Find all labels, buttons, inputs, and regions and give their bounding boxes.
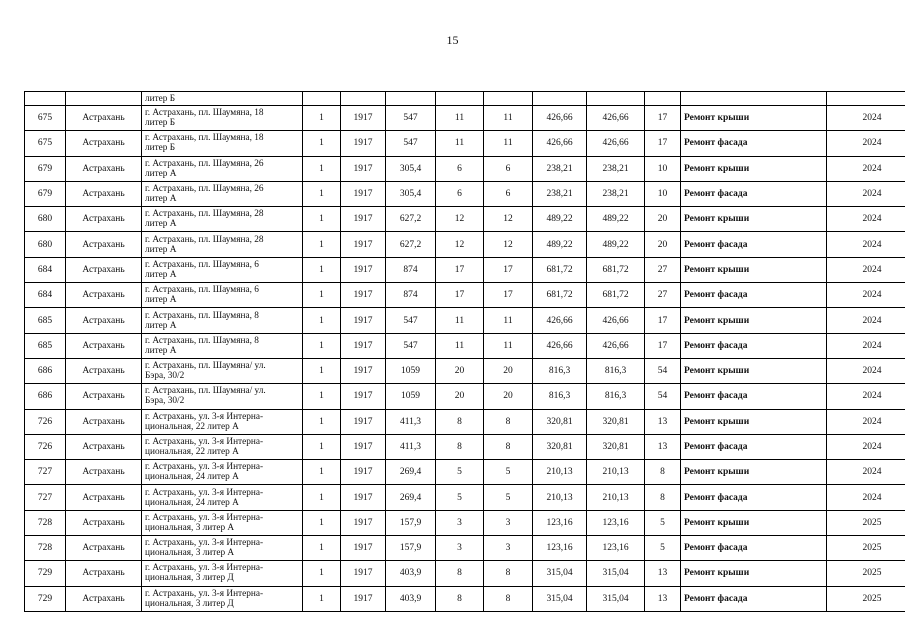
cell-city: Астрахань — [66, 131, 142, 156]
cell-n3: 17 — [645, 333, 681, 358]
table-row — [25, 460, 905, 485]
cell-v2: 315,04 — [587, 561, 645, 586]
cell-num: 685 — [25, 308, 66, 333]
table-row — [25, 434, 905, 459]
cell-empty — [587, 92, 645, 106]
cell-n2: 3 — [484, 536, 533, 561]
cell-n1: 17 — [436, 257, 484, 282]
cell-c1: 1 — [303, 308, 341, 333]
cell-city: Астрахань — [66, 561, 142, 586]
cell-n2: 17 — [484, 257, 533, 282]
cell-c1: 1 — [303, 257, 341, 282]
cell-address: г. Астрахань, пл. Шаумяна, 8 литер А — [142, 308, 303, 333]
cell-address: литер Б — [142, 92, 303, 106]
cell-address: г. Астрахань, пл. Шаумяна, 28 литер А — [142, 232, 303, 257]
cell-plan: 2024 — [827, 283, 905, 308]
cell-n2: 12 — [484, 207, 533, 232]
cell-c1: 1 — [303, 333, 341, 358]
cell-empty — [386, 92, 436, 106]
cell-year: 1917 — [341, 460, 386, 485]
cell-address: г. Астрахань, пл. Шаумяна, 18 литер Б — [142, 131, 303, 156]
cell-address: г. Астрахань, ул. 3-я Интерна- циональная, 22 литер А — [142, 409, 303, 434]
cell-num: 728 — [25, 536, 66, 561]
cell-work: Ремонт фасада — [681, 434, 827, 459]
cell-c1: 1 — [303, 409, 341, 434]
cell-c1: 1 — [303, 510, 341, 535]
cell-work: Ремонт фасада — [681, 131, 827, 156]
table-row-continuation — [25, 92, 905, 106]
cell-work: Ремонт фасада — [681, 536, 827, 561]
cell-c1: 1 — [303, 358, 341, 383]
cell-v2: 315,04 — [587, 586, 645, 611]
cell-c1: 1 — [303, 181, 341, 206]
cell-n3: 13 — [645, 586, 681, 611]
cell-num: 680 — [25, 207, 66, 232]
cell-n1: 11 — [436, 131, 484, 156]
cell-address: г. Астрахань, пл. Шаумяна/ ул. Бэра, 30/2 — [142, 384, 303, 409]
cell-area: 305,4 — [386, 156, 436, 181]
cell-work: Ремонт крыши — [681, 308, 827, 333]
cell-v1: 816,3 — [533, 358, 587, 383]
cell-year: 1917 — [341, 257, 386, 282]
cell-n1: 8 — [436, 409, 484, 434]
cell-work: Ремонт фасада — [681, 586, 827, 611]
cell-plan: 2024 — [827, 207, 905, 232]
table-row — [25, 586, 905, 611]
cell-n2: 17 — [484, 283, 533, 308]
table-row — [25, 131, 905, 156]
cell-city: Астрахань — [66, 308, 142, 333]
cell-work: Ремонт фасада — [681, 181, 827, 206]
cell-n1: 3 — [436, 510, 484, 535]
cell-plan: 2025 — [827, 586, 905, 611]
cell-area: 157,9 — [386, 510, 436, 535]
cell-n3: 5 — [645, 536, 681, 561]
cell-area: 1059 — [386, 358, 436, 383]
cell-city: Астрахань — [66, 106, 142, 131]
cell-year: 1917 — [341, 156, 386, 181]
cell-n2: 20 — [484, 358, 533, 383]
table-body — [25, 92, 905, 612]
cell-year: 1917 — [341, 232, 386, 257]
cell-n2: 5 — [484, 485, 533, 510]
cell-address: г. Астрахань, пл. Шаумяна, 6 литер А — [142, 283, 303, 308]
cell-num: 685 — [25, 333, 66, 358]
cell-area: 547 — [386, 333, 436, 358]
cell-empty — [533, 92, 587, 106]
cell-n3: 8 — [645, 485, 681, 510]
cell-c1: 1 — [303, 384, 341, 409]
cell-v2: 426,66 — [587, 308, 645, 333]
cell-n2: 11 — [484, 308, 533, 333]
cell-v1: 426,66 — [533, 308, 587, 333]
cell-v1: 489,22 — [533, 232, 587, 257]
cell-n2: 11 — [484, 131, 533, 156]
cell-n3: 8 — [645, 460, 681, 485]
cell-year: 1917 — [341, 561, 386, 586]
cell-area: 627,2 — [386, 232, 436, 257]
cell-n3: 5 — [645, 510, 681, 535]
cell-city: Астрахань — [66, 207, 142, 232]
table-row — [25, 561, 905, 586]
cell-n2: 8 — [484, 561, 533, 586]
cell-n3: 27 — [645, 283, 681, 308]
cell-c1: 1 — [303, 207, 341, 232]
cell-n2: 6 — [484, 181, 533, 206]
cell-plan: 2024 — [827, 384, 905, 409]
cell-v1: 426,66 — [533, 106, 587, 131]
cell-n1: 5 — [436, 460, 484, 485]
cell-area: 874 — [386, 283, 436, 308]
cell-v2: 320,81 — [587, 409, 645, 434]
cell-year: 1917 — [341, 434, 386, 459]
cell-v2: 210,13 — [587, 485, 645, 510]
cell-num: 729 — [25, 586, 66, 611]
cell-plan: 2024 — [827, 232, 905, 257]
cell-city: Астрахань — [66, 460, 142, 485]
cell-area: 411,3 — [386, 409, 436, 434]
cell-c1: 1 — [303, 434, 341, 459]
cell-work: Ремонт крыши — [681, 106, 827, 131]
cell-city: Астрахань — [66, 283, 142, 308]
table-row — [25, 156, 905, 181]
cell-v2: 426,66 — [587, 333, 645, 358]
cell-address: г. Астрахань, пл. Шаумяна, 26 литер А — [142, 156, 303, 181]
cell-city: Астрахань — [66, 485, 142, 510]
cell-v2: 320,81 — [587, 434, 645, 459]
cell-n1: 11 — [436, 106, 484, 131]
cell-work: Ремонт фасада — [681, 232, 827, 257]
cell-city: Астрахань — [66, 434, 142, 459]
cell-n1: 20 — [436, 384, 484, 409]
cell-work: Ремонт фасада — [681, 333, 827, 358]
cell-area: 269,4 — [386, 460, 436, 485]
cell-n3: 54 — [645, 384, 681, 409]
cell-work: Ремонт крыши — [681, 358, 827, 383]
cell-plan: 2024 — [827, 181, 905, 206]
table-row — [25, 207, 905, 232]
cell-v2: 426,66 — [587, 131, 645, 156]
cell-num: 675 — [25, 106, 66, 131]
cell-n3: 13 — [645, 434, 681, 459]
cell-n3: 27 — [645, 257, 681, 282]
cell-address: г. Астрахань, ул. 3-я Интерна- циональная, 22 литер А — [142, 434, 303, 459]
cell-n2: 12 — [484, 232, 533, 257]
cell-c1: 1 — [303, 485, 341, 510]
cell-area: 1059 — [386, 384, 436, 409]
cell-year: 1917 — [341, 485, 386, 510]
cell-v1: 681,72 — [533, 283, 587, 308]
cell-n3: 10 — [645, 156, 681, 181]
cell-year: 1917 — [341, 384, 386, 409]
cell-city: Астрахань — [66, 510, 142, 535]
cell-n2: 5 — [484, 460, 533, 485]
cell-n1: 17 — [436, 283, 484, 308]
cell-v1: 426,66 — [533, 333, 587, 358]
cell-v1: 489,22 — [533, 207, 587, 232]
cell-work: Ремонт крыши — [681, 156, 827, 181]
cell-v1: 210,13 — [533, 485, 587, 510]
cell-address: г. Астрахань, пл. Шаумяна, 28 литер А — [142, 207, 303, 232]
cell-work: Ремонт фасада — [681, 485, 827, 510]
cell-n1: 11 — [436, 308, 484, 333]
cell-area: 305,4 — [386, 181, 436, 206]
cell-area: 547 — [386, 308, 436, 333]
cell-n2: 20 — [484, 384, 533, 409]
cell-area: 874 — [386, 257, 436, 282]
cell-v2: 123,16 — [587, 536, 645, 561]
cell-city: Астрахань — [66, 409, 142, 434]
cell-v2: 816,3 — [587, 358, 645, 383]
cell-n1: 12 — [436, 207, 484, 232]
cell-city: Астрахань — [66, 536, 142, 561]
cell-year: 1917 — [341, 207, 386, 232]
cell-year: 1917 — [341, 106, 386, 131]
cell-v1: 681,72 — [533, 257, 587, 282]
cell-num: 686 — [25, 384, 66, 409]
cell-v2: 681,72 — [587, 257, 645, 282]
table-row — [25, 257, 905, 282]
cell-n2: 8 — [484, 434, 533, 459]
cell-address: г. Астрахань, ул. 3-я Интерна- циональная, 24 литер А — [142, 485, 303, 510]
cell-num: 684 — [25, 283, 66, 308]
cell-c1: 1 — [303, 283, 341, 308]
cell-city: Астрахань — [66, 586, 142, 611]
cell-address: г. Астрахань, пл. Шаумяна/ ул. Бэра, 30/2 — [142, 358, 303, 383]
cell-work: Ремонт фасада — [681, 384, 827, 409]
cell-area: 403,9 — [386, 586, 436, 611]
cell-city: Астрахань — [66, 384, 142, 409]
cell-n3: 54 — [645, 358, 681, 383]
cell-empty — [303, 92, 341, 106]
cell-empty — [436, 92, 484, 106]
table-row — [25, 358, 905, 383]
cell-year: 1917 — [341, 131, 386, 156]
cell-v1: 315,04 — [533, 561, 587, 586]
cell-plan: 2025 — [827, 561, 905, 586]
cell-empty — [341, 92, 386, 106]
cell-plan: 2024 — [827, 156, 905, 181]
cell-n3: 10 — [645, 181, 681, 206]
cell-num: 727 — [25, 485, 66, 510]
cell-work: Ремонт фасада — [681, 283, 827, 308]
cell-num: 679 — [25, 181, 66, 206]
cell-work: Ремонт крыши — [681, 207, 827, 232]
table-row — [25, 106, 905, 131]
cell-v1: 426,66 — [533, 131, 587, 156]
cell-area: 547 — [386, 106, 436, 131]
cell-city: Астрахань — [66, 333, 142, 358]
table-row — [25, 232, 905, 257]
cell-v2: 816,3 — [587, 384, 645, 409]
cell-n2: 6 — [484, 156, 533, 181]
cell-c1: 1 — [303, 460, 341, 485]
cell-v2: 426,66 — [587, 106, 645, 131]
cell-empty — [645, 92, 681, 106]
cell-year: 1917 — [341, 333, 386, 358]
cell-address: г. Астрахань, ул. 3-я Интерна- циональная, 3 литер Д — [142, 561, 303, 586]
cell-city: Астрахань — [66, 181, 142, 206]
cell-num: 726 — [25, 409, 66, 434]
table-row — [25, 510, 905, 535]
cell-v1: 210,13 — [533, 460, 587, 485]
cell-empty — [484, 92, 533, 106]
cell-num: 686 — [25, 358, 66, 383]
table-row — [25, 536, 905, 561]
cell-n2: 11 — [484, 333, 533, 358]
cell-v1: 123,16 — [533, 536, 587, 561]
cell-v2: 238,21 — [587, 181, 645, 206]
cell-n3: 17 — [645, 308, 681, 333]
cell-n1: 12 — [436, 232, 484, 257]
cell-area: 269,4 — [386, 485, 436, 510]
cell-year: 1917 — [341, 536, 386, 561]
page-number: 15 — [446, 33, 459, 47]
cell-plan: 2025 — [827, 510, 905, 535]
cell-num: 675 — [25, 131, 66, 156]
cell-plan: 2024 — [827, 358, 905, 383]
cell-area: 403,9 — [386, 561, 436, 586]
cell-num: 680 — [25, 232, 66, 257]
cell-c1: 1 — [303, 106, 341, 131]
cell-year: 1917 — [341, 510, 386, 535]
cell-n1: 5 — [436, 485, 484, 510]
table-row — [25, 409, 905, 434]
cell-n3: 13 — [645, 561, 681, 586]
cell-n3: 20 — [645, 232, 681, 257]
cell-year: 1917 — [341, 308, 386, 333]
cell-address: г. Астрахань, пл. Шаумяна, 18 литер Б — [142, 106, 303, 131]
cell-n2: 3 — [484, 510, 533, 535]
cell-n1: 6 — [436, 181, 484, 206]
cell-work: Ремонт крыши — [681, 257, 827, 282]
cell-plan: 2024 — [827, 131, 905, 156]
cell-city: Астрахань — [66, 358, 142, 383]
cell-year: 1917 — [341, 283, 386, 308]
cell-v2: 238,21 — [587, 156, 645, 181]
cell-area: 157,9 — [386, 536, 436, 561]
cell-plan: 2024 — [827, 434, 905, 459]
cell-n1: 8 — [436, 586, 484, 611]
cell-n1: 8 — [436, 434, 484, 459]
cell-c1: 1 — [303, 586, 341, 611]
cell-v1: 315,04 — [533, 586, 587, 611]
cell-address: г. Астрахань, ул. 3-я Интерна- циональная, 3 литер Д — [142, 586, 303, 611]
cell-n1: 20 — [436, 358, 484, 383]
cell-v2: 681,72 — [587, 283, 645, 308]
cell-v1: 123,16 — [533, 510, 587, 535]
cell-city: Астрахань — [66, 257, 142, 282]
cell-n3: 17 — [645, 131, 681, 156]
cell-area: 411,3 — [386, 434, 436, 459]
cell-num: 729 — [25, 561, 66, 586]
table-row — [25, 485, 905, 510]
cell-n1: 8 — [436, 561, 484, 586]
cell-num: 679 — [25, 156, 66, 181]
cell-n2: 8 — [484, 586, 533, 611]
cell-v1: 238,21 — [533, 181, 587, 206]
cell-v2: 210,13 — [587, 460, 645, 485]
cell-city — [66, 92, 142, 106]
cell-work: Ремонт крыши — [681, 510, 827, 535]
cell-num: 727 — [25, 460, 66, 485]
cell-n1: 3 — [436, 536, 484, 561]
cell-plan: 2024 — [827, 485, 905, 510]
cell-area: 547 — [386, 131, 436, 156]
cell-c1: 1 — [303, 131, 341, 156]
cell-v1: 816,3 — [533, 384, 587, 409]
cell-city: Астрахань — [66, 232, 142, 257]
table-row — [25, 308, 905, 333]
cell-n3: 13 — [645, 409, 681, 434]
cell-v2: 489,22 — [587, 207, 645, 232]
cell-v2: 123,16 — [587, 510, 645, 535]
cell-empty — [827, 92, 905, 106]
cell-num: 728 — [25, 510, 66, 535]
cell-work: Ремонт крыши — [681, 561, 827, 586]
repair-schedule-table — [24, 91, 905, 612]
cell-c1: 1 — [303, 156, 341, 181]
cell-c1: 1 — [303, 232, 341, 257]
cell-area: 627,2 — [386, 207, 436, 232]
cell-plan: 2024 — [827, 106, 905, 131]
cell-year: 1917 — [341, 586, 386, 611]
cell-v1: 238,21 — [533, 156, 587, 181]
cell-n3: 20 — [645, 207, 681, 232]
cell-address: г. Астрахань, пл. Шаумяна, 6 литер А — [142, 257, 303, 282]
cell-v2: 489,22 — [587, 232, 645, 257]
cell-c1: 1 — [303, 536, 341, 561]
cell-n3: 17 — [645, 106, 681, 131]
cell-n2: 11 — [484, 106, 533, 131]
table-row — [25, 333, 905, 358]
cell-v1: 320,81 — [533, 409, 587, 434]
cell-address: г. Астрахань, ул. 3-я Интерна- циональная, 24 литер А — [142, 460, 303, 485]
cell-plan: 2024 — [827, 460, 905, 485]
cell-empty — [681, 92, 827, 106]
cell-plan: 2024 — [827, 333, 905, 358]
cell-address: г. Астрахань, ул. 3-я Интерна- циональная, 3 литер А — [142, 536, 303, 561]
cell-num: 684 — [25, 257, 66, 282]
cell-plan: 2025 — [827, 536, 905, 561]
cell-year: 1917 — [341, 181, 386, 206]
cell-address: г. Астрахань, пл. Шаумяна, 26 литер А — [142, 181, 303, 206]
cell-work: Ремонт крыши — [681, 460, 827, 485]
table-row — [25, 384, 905, 409]
cell-year: 1917 — [341, 358, 386, 383]
cell-num: 726 — [25, 434, 66, 459]
cell-n1: 6 — [436, 156, 484, 181]
cell-plan: 2024 — [827, 409, 905, 434]
cell-plan: 2024 — [827, 308, 905, 333]
table-row — [25, 283, 905, 308]
cell-n2: 8 — [484, 409, 533, 434]
cell-num — [25, 92, 66, 106]
cell-year: 1917 — [341, 409, 386, 434]
table-row — [25, 181, 905, 206]
cell-city: Астрахань — [66, 156, 142, 181]
cell-n1: 11 — [436, 333, 484, 358]
cell-work: Ремонт крыши — [681, 409, 827, 434]
cell-address: г. Астрахань, пл. Шаумяна, 8 литер А — [142, 333, 303, 358]
cell-address: г. Астрахань, ул. 3-я Интерна- циональная, 3 литер А — [142, 510, 303, 535]
cell-plan: 2024 — [827, 257, 905, 282]
cell-c1: 1 — [303, 561, 341, 586]
cell-v1: 320,81 — [533, 434, 587, 459]
